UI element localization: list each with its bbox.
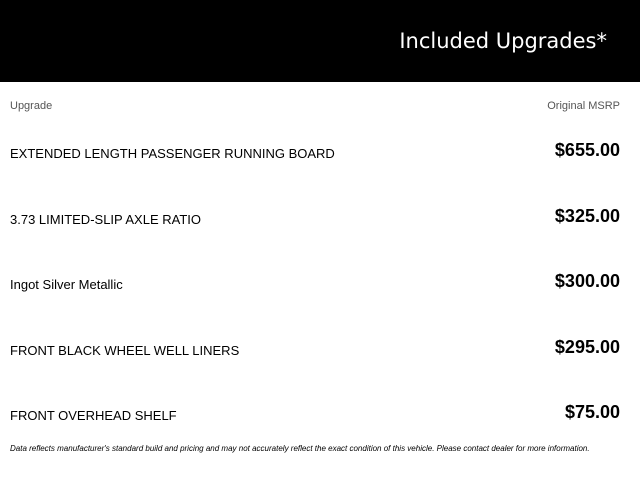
upgrade-price: $295.00 [554,337,620,357]
upgrade-name: FRONT BLACK WHEEL WELL LINERS [10,343,240,358]
upgrade-price: $325.00 [554,206,620,226]
page-title: Included Upgrades* [399,29,607,53]
upgrade-price: $300.00 [554,271,620,291]
upgrade-row [0,335,640,365]
upgrade-row [0,269,640,299]
upgrade-name: 3.73 LIMITED-SLIP AXLE RATIO [10,212,201,227]
upgrade-price: $75.00 [564,402,620,422]
upgrade-price: $655.00 [554,140,620,160]
header-bar [0,0,640,82]
upgrade-column-header: Upgrade [10,100,53,112]
upgrade-name: FRONT OVERHEAD SHELF [10,408,177,423]
msrp-column-header: Original MSRP [547,100,620,112]
upgrade-row [0,400,640,430]
disclaimer-text: Data reflects manufacturer's standard build and pricing and may not accurately reflect the exact condition of this vehicle. Please contact dealer for more information. [10,444,590,453]
upgrade-row [0,204,640,234]
upgrade-row [0,138,640,168]
upgrade-name: EXTENDED LENGTH PASSENGER RUNNING BOARD [10,146,335,161]
upgrade-name: Ingot Silver Metallic [10,277,123,292]
